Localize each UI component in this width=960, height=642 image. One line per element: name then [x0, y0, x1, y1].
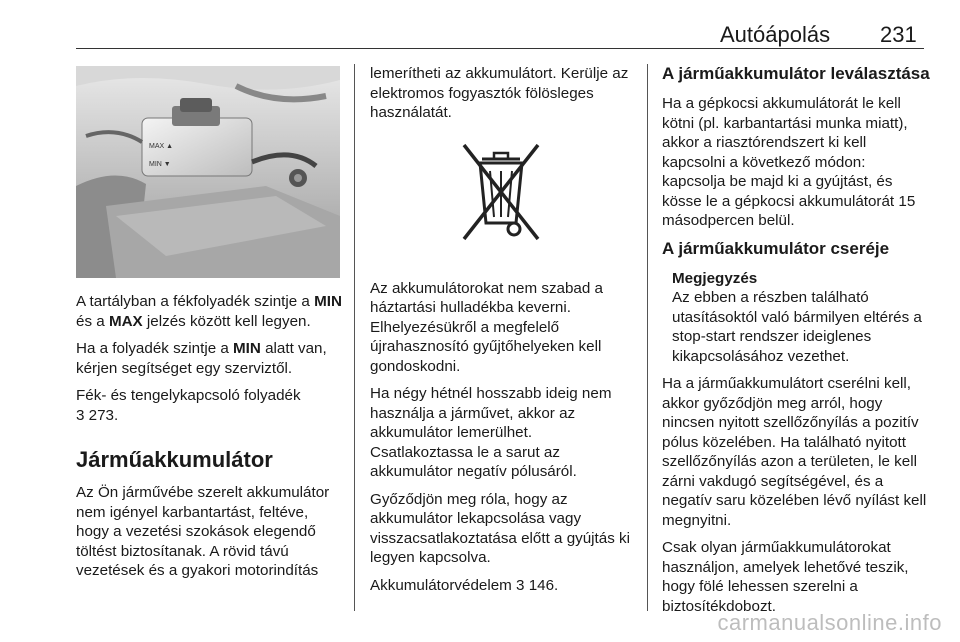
brake-fluid-reservoir-photo [76, 66, 340, 278]
paragraph-battery-drain: lemerítheti az akkumulátort. Kerülje az elektromos fogyasztók fölösleges használatát. [370, 65, 629, 121]
paragraph-battery-type: Csak olyan járműakkumulátorokat használjon, amelyek lehetővé teszik, hogy fölé lehessen szerelni a biztosítékdobozt. [662, 539, 909, 615]
heading-battery-replacement: A járműakkumulátor cseréje [662, 238, 890, 258]
column-1 [76, 292, 344, 589]
column-divider-2 [647, 64, 648, 611]
crossed-out-bin-icon [456, 141, 546, 251]
note-heading: Megjegyzés [672, 269, 758, 287]
max-label: MAX [108, 312, 143, 330]
paragraph-ignition-off: Győződjön meg róla, hogy az akkumulátor lekapcsolása vagy visszacsatlakoztatása előtt a gyújtás ki legyen kapcsolva. [370, 490, 630, 566]
paragraph-brake-fluid-level: A tartályban a fékfolyadék szintje a MIN és a MAX jelzés között kell legyen. [76, 293, 342, 330]
min-label: MIN [314, 293, 342, 310]
note-box [672, 269, 930, 367]
paragraph-disposal: Az akkumulátorokat nem szabad a háztartási hulladékba keverni. Elhelyezésükről a megfelelő újrahasznosító gyűjtőhelyeken kell gondoskodni. [370, 279, 603, 375]
page-reference-link[interactable]: 3 273. [76, 406, 119, 424]
paragraph-long-storage: Ha négy hétnél hosszabb ideig nem használja a járművet, akkor az akkumulátor lemerülhet. Csatlakoztassa le a sarut az akkumulátor negatív pólusáról. [370, 385, 612, 480]
heading-vehicle-battery: Járműakkumulátor [76, 447, 273, 472]
page-reference-link[interactable]: 3 146. [516, 576, 559, 594]
paragraph-fluid-reference: Fék- és tengelykapcsoló folyadék 3 273. [76, 387, 301, 424]
max-mark-label: MAX ▲ [149, 143, 174, 150]
header-rule [76, 48, 924, 49]
page-number: 231 [880, 22, 917, 47]
watermark: carmanualsonline.info [717, 610, 942, 635]
column-2 [370, 64, 632, 603]
note-body: Az ebben a részben található utasításoktól való bármilyen eltérés a stop-start rendszer ideiglenes kikapcsolásához vezethet. [672, 289, 922, 365]
heading-battery-disconnect: A járműakkumulátor leválasztása [662, 64, 930, 83]
min-label-2: MIN [233, 340, 261, 357]
paragraph-battery-protection: Akkumulátorvédelem 3 146. [370, 576, 559, 594]
column-3 [662, 64, 930, 624]
min-mark-label: MIN ▼ [149, 161, 171, 168]
paragraph-battery-intro: Az Ön járművébe szerelt akkumulátor nem igényel karbantartást, feltéve, hogy a vezetési szokások elegendő töltést biztosítanak. A rövid távú vezetések és a gyakori motorindítás [76, 484, 330, 579]
engine-bay-illustration [76, 66, 340, 278]
paragraph-vent-hole: Ha a járműakkumulátort cserélni kell, akkor győződjön meg arról, hogy nincsen nyitott szellőzőnyílás a pozitív pólus közelében. Ha található nyitott szellőzőnyílás azon a területen, le kell zárni vakdugó segítségével, és a negatív saru közelében lévő nyílást kell megnyitni. [662, 375, 927, 529]
paragraph-below-min: Ha a folyadék szintje a MIN alatt van, kérjen segítséget egy szerviztől. [76, 340, 327, 377]
column-divider-1 [354, 64, 355, 611]
paragraph-disconnect: Ha a gépkocsi akkumulátorát le kell kötni (pl. karbantartási munka miatt), akkor a riasztórendszert ki kell kapcsolni a következő módon: kapcsolja be majd ki a gyújtást, és kösse le a gépkocsi akkumulátorát 15 másodpercen belül. [662, 95, 916, 229]
section-title: Autóápolás [720, 22, 831, 47]
